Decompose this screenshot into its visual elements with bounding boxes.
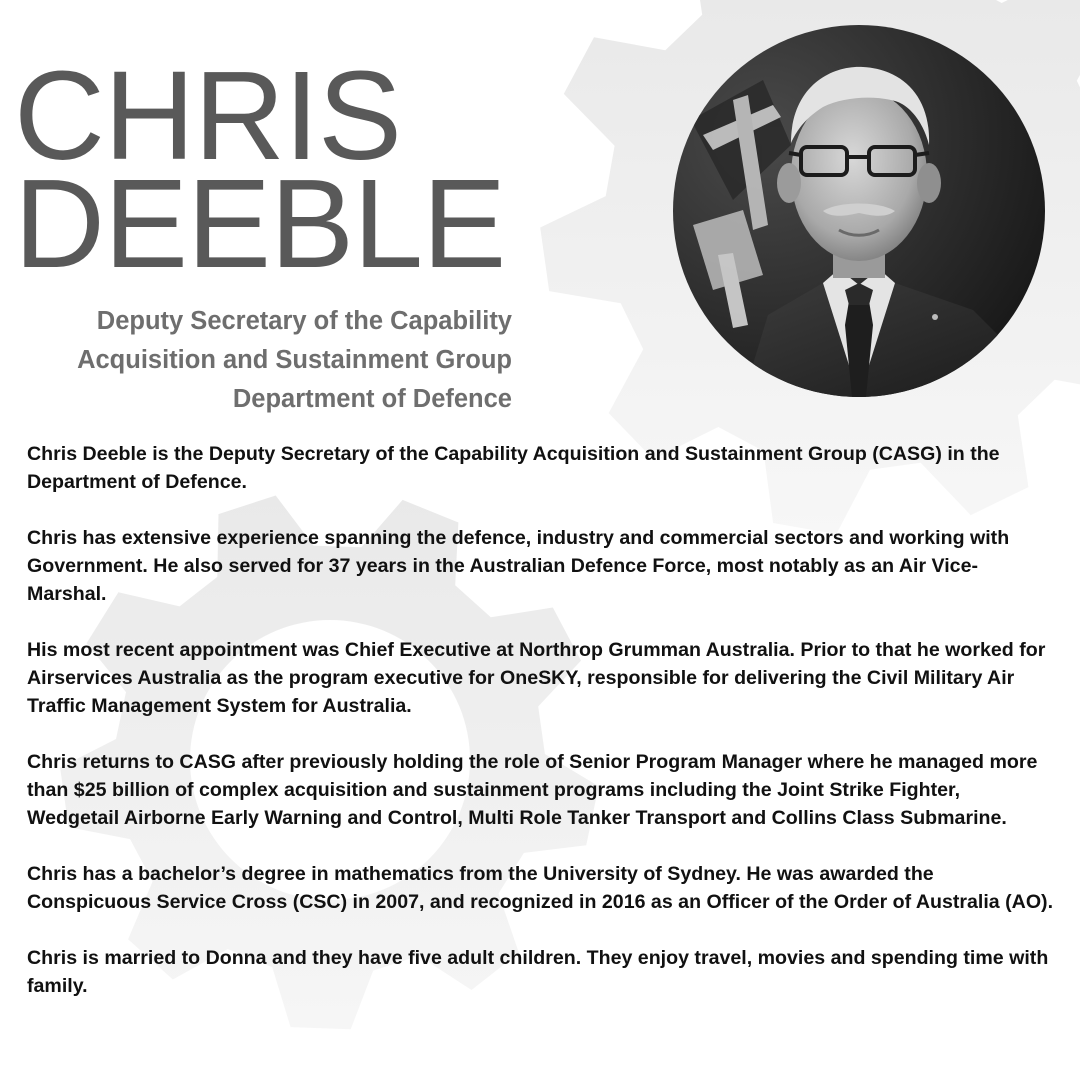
role-title — [20, 302, 512, 419]
bio-paragraph: Chris has extensive experience spanning the defence, industry and commercial sectors and working with Government. He also served for 37 years in the Australian Defence Force, most notably as an Air Vice-Marshal. — [27, 527, 1010, 605]
first-name: CHRIS — [14, 45, 402, 186]
portrait-photo — [673, 25, 1045, 397]
bio-paragraph: Chris returns to CASG after previously holding the role of Senior Program Manager where he managed more than $25 billion of complex acquisition and sustainment programs including the Joint Strike Fighter, Wedgetail Airborne Early Warning and Control, Multi Role Tanker Transport and Collins Class Submarine. — [27, 751, 1038, 829]
biography — [27, 440, 1057, 1000]
role-line: Department of Defence — [232, 385, 512, 413]
last-name: DEEBLE — [14, 153, 506, 294]
bio-paragraph: Chris Deeble is the Deputy Secretary of the Capability Acquisition and Sustainment Group (CASG) in the Department of Defence. — [27, 443, 1000, 493]
person-name — [14, 45, 506, 294]
bio-paragraph: Chris has a bachelor’s degree in mathematics from the University of Sydney. He was awarded the Conspicuous Service Cross (CSC) in 2007, and recognized in 2016 as an Officer of the Order of Australia (AO). — [27, 863, 1054, 913]
role-line: Acquisition and Sustainment Group — [77, 346, 512, 374]
bio-paragraph: His most recent appointment was Chief Executive at Northrop Grumman Australia. Prior to that he worked for Airservices Australia as the program executive for OneSKY, responsible for delivering the Civil Military Air Traffic Management System for Australia. — [27, 639, 1046, 717]
bio-paragraph: Chris is married to Donna and they have five adult children. They enjoy travel, movies and spending time with family. — [27, 947, 1049, 997]
role-line: Deputy Secretary of the Capability — [96, 307, 512, 335]
